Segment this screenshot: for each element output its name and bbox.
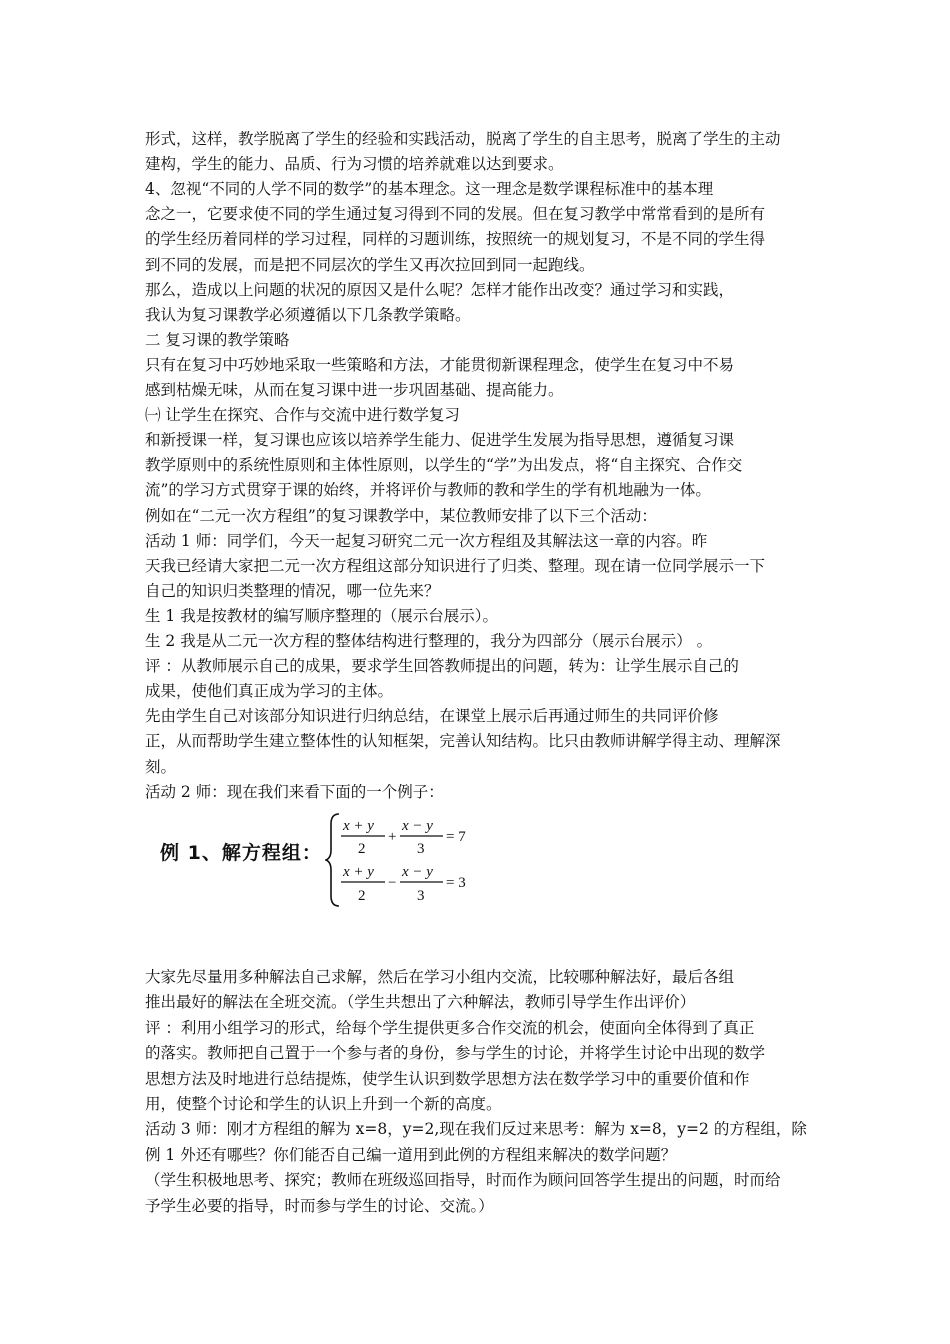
text-line: 先由学生自己对该部分知识进行归纳总结，在课堂上展示后再通过师生的共同评价修 <box>145 707 719 726</box>
text-line: 的学生经历着同样的学习过程，同样的习题训练，按照统一的规划复习，不是不同的学生得 <box>145 230 766 249</box>
text-line: 4、忽视“不同的人学不同的数学”的基本理念。这一理念是数学课程标准中的基本理 <box>145 180 714 199</box>
text-line: 评 ：从教师展示自己的成果，要求学生回答教师提出的问题，转为：让学生展示自己的 <box>145 657 739 676</box>
eq1-left-denominator: 2 <box>358 841 366 857</box>
text-line: 的落实。教师把自己置于一个参与者的身份，参与学生的讨论，并将学生讨论中出现的数学 <box>145 1044 766 1063</box>
text-line: 感到枯燥无味，从而在复习课中进一步巩固基础、提高能力。 <box>145 381 564 399</box>
text-line: 到不同的发展，而是把不同层次的学生又再次拉回到同一起跑线。 <box>145 255 595 274</box>
eq1-right-numerator: x − y <box>402 818 433 834</box>
text-line: 生 2 我是从二元一次方程的整体结构进行整理的，我分为四部分（展示台展示） 。 <box>145 632 713 650</box>
equation-label: 例 1、解方程组： <box>160 842 322 864</box>
text-line: 正，从而帮助学生建立整体性的认知框架，完善认知结构。比只由教师讲解学得主动、理解深 <box>145 732 781 751</box>
text-line: 推出最好的解法在全班交流。（学生共想出了六种解法，教师引导学生作出评价） <box>145 993 696 1012</box>
text-line: 和新授课一样，复习课也应该以培养学生能力、促进学生发展为指导思想，遵循复习课 <box>145 431 735 450</box>
text-line: 成果，使他们真正成为学习的主体。 <box>145 682 394 701</box>
text-line: 刻。 <box>145 757 177 776</box>
eq1-right-denominator: 3 <box>417 841 425 857</box>
text-line: 形式，这样，教学脱离了学生的经验和实践活动，脱离了学生的自主思考，脱离了学生的主动 <box>145 130 781 148</box>
section-heading: 二 复习课的教学策略 <box>145 330 290 349</box>
equation-system-figure <box>160 810 490 910</box>
text-line: 活动 3 师：刚才方程组的解为 x=8，y=2,现在我们反过来思考：解为 x=8，y=2 的方程组，除 <box>145 1120 807 1139</box>
eq2-right-denominator: 3 <box>417 888 425 904</box>
text-line: 大家先尽量用多种解法自己求解，然后在学习小组内交流，比较哪种解法好，最后各组 <box>145 968 735 986</box>
eq1-rhs: = 7 <box>446 829 466 845</box>
text-line: 念之一，它要求使不同的学生通过复习得到不同的发展。但在复习教学中常常看到的是所有 <box>145 205 766 224</box>
text-line: 只有在复习中巧妙地采取一些策略和方法，才能贯彻新课程理念，使学生在复习中不易 <box>145 355 735 374</box>
eq2-right-numerator: x − y <box>402 864 433 880</box>
text-line: 我认为复习课教学必须遵循以下几条教学策略。 <box>145 305 471 324</box>
text-line: 天我已经请大家把二元一次方程组这部分知识进行了归类、整理。现在请一位同学展示一下 <box>145 556 766 575</box>
text-line: 思想方法及时地进行总结提炼，使学生认识到数学思想方法在数学学习中的重要价值和作 <box>145 1069 750 1088</box>
equation-system-svg <box>325 810 485 910</box>
text-line: 活动 1 师：同学们，今天一起复习研究二元一次方程组及其解法这一章的内容。昨 <box>145 531 708 550</box>
eq2-left-numerator: x + y <box>343 864 374 880</box>
text-line: 活动 2 师：现在我们来看下面的一个例子： <box>145 782 444 801</box>
eq1-operator: + <box>388 829 397 845</box>
text-line: 建构，学生的能力、品质、行为习惯的培养就难以达到要求。 <box>145 155 564 174</box>
eq2-left-denominator: 2 <box>358 888 366 904</box>
text-line: 流”的学习方式贯穿于课的始终，并将评价与教师的教和学生的学有机地融为一体。 <box>145 481 711 500</box>
text-line: 那么，造成以上问题的状况的原因又是什么呢？怎样才能作出改变？通过学习和实践， <box>145 280 735 299</box>
text-line: 评 ：利用小组学习的形式，给每个学生提供更多合作交流的机会，使面向全体得到了真正 <box>145 1018 755 1037</box>
text-line: 生 1 我是按教材的编写顺序整理的（展示台展示）。 <box>145 606 498 625</box>
text-line: 予学生必要的指导，时而参与学生的讨论、交流。） <box>145 1196 494 1215</box>
subsection-heading: ㈠ 让学生在探究、合作与交流中进行数学复习 <box>145 406 460 425</box>
eq1-left-numerator: x + y <box>343 818 374 834</box>
text-line: （学生积极地思考、探究；教师在班级巡回指导，时而作为顾问回答学生提出的问题，时而给 <box>145 1171 781 1190</box>
text-line: 例 1 外还有哪些？你们能否自己编一道用到此例的方程组来解决的数学问题？ <box>145 1145 677 1164</box>
text-line: 例如在“二元一次方程组”的复习课教学中，某位教师安排了以下三个活动： <box>145 506 657 525</box>
left-brace <box>326 814 339 906</box>
text-line: 自己的知识归类整理的情况，哪一位先来？ <box>145 581 440 600</box>
text-line: 用，使整个讨论和学生的认识上升到一个新的高度。 <box>145 1095 502 1113</box>
eq2-operator: − <box>388 875 397 891</box>
eq2-rhs: = 3 <box>446 875 466 891</box>
text-line: 教学原则中的系统性原则和主体性原则，以学生的“学”为出发点，将“自主探究、合作交 <box>145 456 743 475</box>
